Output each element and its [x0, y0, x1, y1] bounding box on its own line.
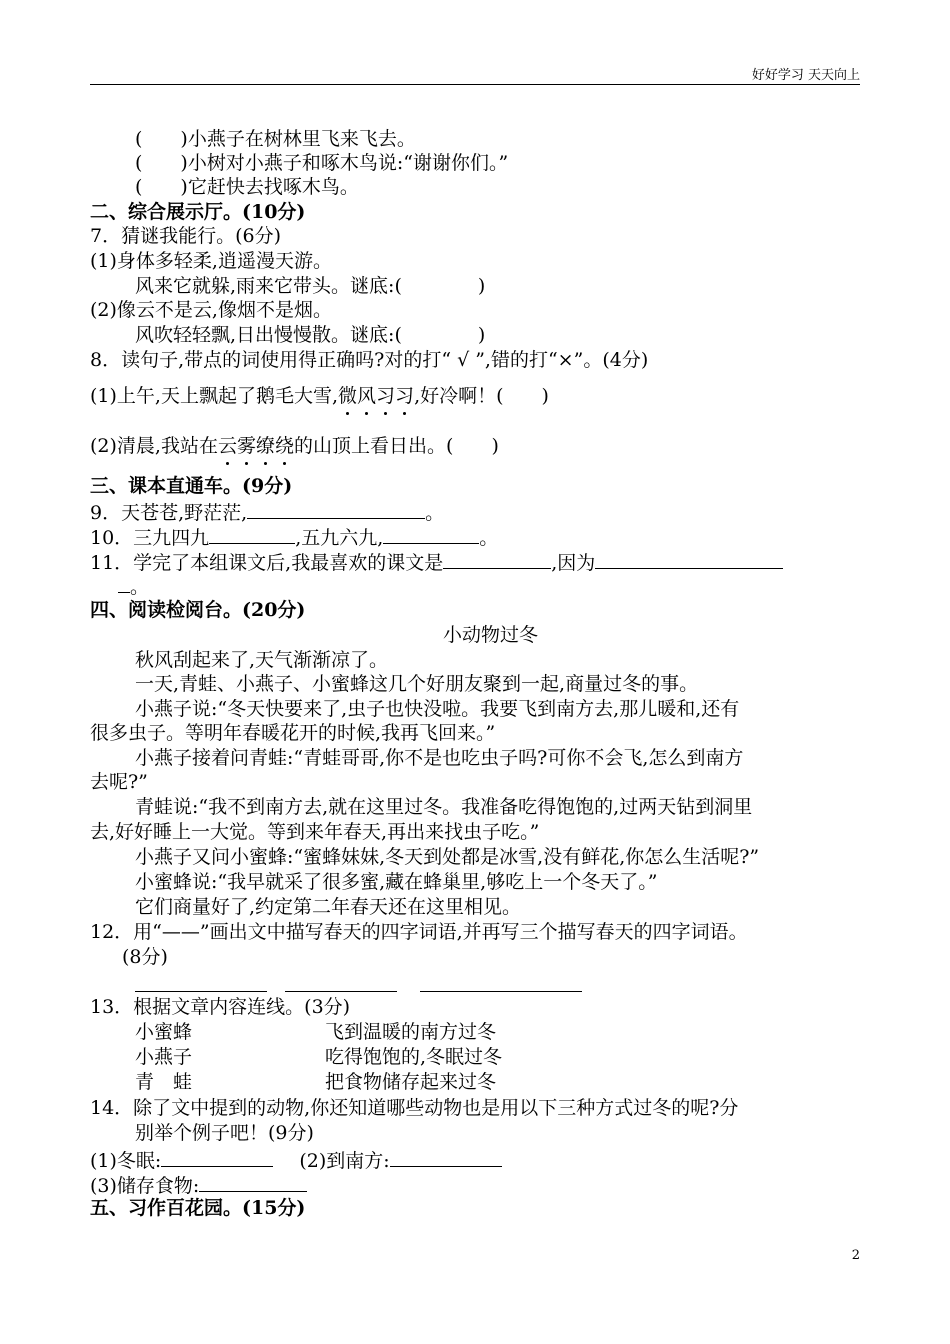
- q12-answer-line-2[interactable]: [285, 991, 397, 992]
- q12-score: (8分): [122, 946, 168, 968]
- q7-prompt: 7．猜谜我能行。(6分): [90, 225, 282, 247]
- passage-line: 去呢?”: [90, 771, 148, 793]
- section-4-heading: 四、阅读检阅台。(20分): [90, 599, 306, 621]
- q8-prompt: 8．读句子,带点的词使用得正确吗?对的打“ √ ”,错的打“×”。(4分): [90, 349, 649, 371]
- dotted-char: 习: [376, 385, 396, 407]
- q14-prompt-line-1: 14．除了文中提到的动物,你还知道哪些动物也是用以下三种方式过冬的呢?分: [90, 1097, 739, 1119]
- dotted-char: 习: [395, 385, 415, 407]
- section-5-heading: 五、习作百花园。(15分): [90, 1197, 306, 1219]
- passage-line: 它们商量好了,约定第二年春天还在这里相见。: [135, 896, 522, 918]
- q13-left-item[interactable]: 小蜜蜂: [135, 1021, 193, 1043]
- passage-line: 小蜜蜂说:“我早就采了很多蜜,藏在蜂巢里,够吃上一个冬天了。”: [135, 871, 658, 893]
- dotted-char: 绕: [275, 435, 295, 457]
- passage-line: 秋风刮起来了,天气渐渐凉了。: [135, 649, 389, 671]
- q14-hibernate-blank[interactable]: [161, 1146, 273, 1167]
- q13-right-item[interactable]: 把食物储存起来过冬: [325, 1071, 497, 1093]
- q14-answers-row-1: (1)冬眠: (2)到南方:: [90, 1146, 502, 1173]
- q11-line: 11．学完了本组课文后,我最喜欢的课文是 ,因为: [90, 548, 783, 575]
- q11-reason-blank[interactable]: [595, 548, 783, 569]
- q13-prompt: 13．根据文章内容连线。(3分): [90, 996, 351, 1018]
- q12-answer-line-3[interactable]: [420, 991, 582, 992]
- page-header: [90, 62, 860, 85]
- q7-riddle-1-line-2: 风来它就躲,雨来它带头。谜底:( ): [135, 275, 486, 297]
- q10-answer-blank-1[interactable]: [209, 523, 295, 544]
- passage-line: 很多虫子。等明年春暖花开的时候,我再飞回来。”: [90, 722, 496, 744]
- q7-riddle-2-line-2: 风吹轻轻飘,日出慢慢散。谜底:( ): [135, 324, 486, 346]
- passage-line: 小燕子说:“冬天快要来了,虫子也快没啦。我要飞到南方去,那儿暖和,还有: [135, 698, 740, 720]
- q10-line: 10．三九四九 ,五九六九, 。: [90, 523, 498, 550]
- q13-right-item[interactable]: 吃得饱饱的,冬眠过冬: [325, 1046, 503, 1068]
- q7-riddle-1-line-1: (1)身体多轻柔,逍遥漫天游。: [90, 250, 332, 272]
- passage-line: 青蛙说:“我不到南方去,就在这里过冬。我准备吃得饱饱的,过两天钻到洞里: [135, 796, 753, 818]
- section-2-heading: 二、综合展示厅。(10分): [90, 201, 306, 223]
- q13-left-item[interactable]: 小燕子: [135, 1046, 193, 1068]
- q8-sentence-2: (2)清晨,我站在云雾缭绕的山顶上看日出。( ): [90, 435, 499, 457]
- dotted-char: 雾: [236, 435, 256, 457]
- q9-answer-blank[interactable]: [247, 498, 425, 519]
- passage-line: 小燕子接着问青蛙:“青蛙哥哥,你不是也吃虫子吗?可你不会飞,怎么到南方: [135, 747, 744, 769]
- q7-riddle-2-line-1: (2)像云不是云,像烟不是烟。: [90, 299, 332, 321]
- header-motto: 好好学习 天天向上: [751, 68, 860, 83]
- dotted-char: 微: [338, 385, 358, 407]
- q12-answer-line-1[interactable]: [135, 991, 267, 992]
- dotted-char: 缭: [256, 435, 276, 457]
- passage-line: 去,好好睡上一大觉。等到来年春天,再出来找虫子吃。”: [90, 821, 540, 843]
- q8-sentence-1: (1)上午,天上飘起了鹅毛大雪,微风习习,好冷啊！( ): [90, 385, 549, 407]
- q11-reason-blank-cont[interactable]: [118, 572, 130, 593]
- q6-item-3: ( )它赶快去找啄木鸟。: [135, 176, 359, 198]
- q13-left-item[interactable]: 青 蛙: [135, 1071, 193, 1093]
- q10-answer-blank-2[interactable]: [383, 523, 479, 544]
- dotted-char: 云: [217, 435, 237, 457]
- q9-line: 9．天苍苍,野茫茫, 。: [90, 498, 444, 525]
- q13-right-item[interactable]: 飞到温暖的南方过冬: [325, 1021, 497, 1043]
- q14-prompt-line-2: 别举个例子吧！(9分): [135, 1122, 314, 1144]
- q14-store-food-blank[interactable]: [199, 1171, 307, 1192]
- passage-title: 小动物过冬: [443, 624, 539, 646]
- q14-migrate-blank[interactable]: [390, 1146, 502, 1167]
- q14-answers-row-2: (3)储存食物:: [90, 1171, 307, 1198]
- page-number: 2: [851, 1248, 860, 1263]
- q6-item-2: ( )小树对小燕子和啄木鸟说:“谢谢你们。”: [135, 152, 509, 174]
- passage-line: 小燕子又问小蜜蜂:“蜜蜂妹妹,冬天到处都是冰雪,没有鲜花,你怎么生活呢?”: [135, 846, 760, 868]
- dotted-char: 风: [357, 385, 377, 407]
- q11-line-2: 。: [118, 572, 149, 599]
- section-3-heading: 三、课本直通车。(9分): [90, 475, 293, 497]
- passage-line: 一天,青蛙、小燕子、小蜜蜂这几个好朋友聚到一起,商量过冬的事。: [135, 673, 699, 695]
- q11-favorite-blank[interactable]: [443, 548, 551, 569]
- q6-item-1: ( )小燕子在树林里飞来飞去。: [135, 128, 416, 150]
- q12-prompt: 12．用“——”画出文中描写春天的四字词语,并再写三个描写春天的四字词语。: [90, 921, 748, 943]
